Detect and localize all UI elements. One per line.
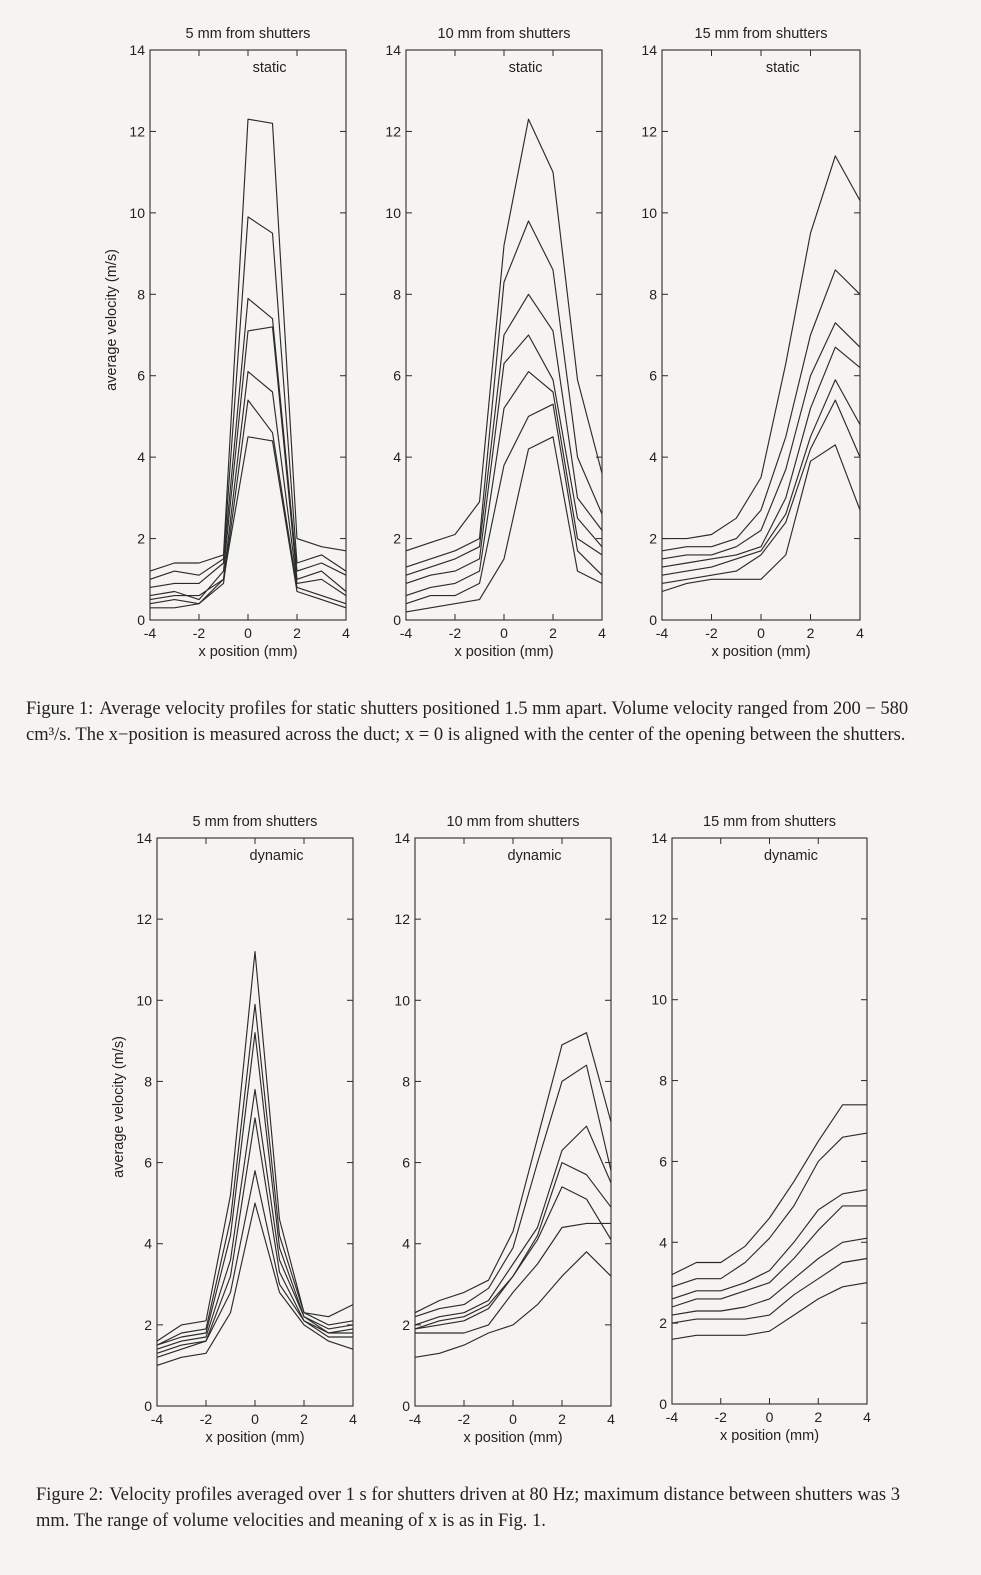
chart-1-series-1 xyxy=(150,119,346,571)
chart-5-title: 10 mm from shutters xyxy=(446,814,580,830)
chart-6-ytick-label: 14 xyxy=(651,830,667,846)
chart-4-series-2 xyxy=(157,1004,353,1345)
chart-4-xtick-label: 4 xyxy=(349,1411,357,1427)
figure-1-caption xyxy=(26,696,926,748)
chart-4-series-1 xyxy=(157,952,353,1342)
chart-6-ytick-label: 10 xyxy=(651,991,667,1008)
chart-5-series-2 xyxy=(415,1065,611,1317)
chart-1-series-4 xyxy=(150,327,346,600)
chart-6-annotation: dynamic xyxy=(763,848,818,864)
chart-5-ytick-label: 4 xyxy=(402,1235,410,1252)
chart-2-ytick-label: 12 xyxy=(385,123,401,140)
chart-2-xtick-label: -4 xyxy=(399,625,413,641)
chart-6-ytick-label: 12 xyxy=(651,910,667,927)
chart-4-frame xyxy=(157,838,353,1406)
chart-1-ytick-label: 6 xyxy=(137,367,145,384)
chart-1-title: 5 mm from shutters xyxy=(185,26,311,42)
chart-1-xtick-label: 2 xyxy=(293,625,301,641)
chart-2-ytick-label: 6 xyxy=(393,367,401,384)
chart-1-xtick-label: -4 xyxy=(143,625,157,641)
chart-2-ytick-label: 14 xyxy=(385,42,401,58)
chart-6-xtick-label: -2 xyxy=(714,1409,727,1425)
chart-5-xtick-label: -2 xyxy=(457,1411,471,1427)
chart-3-series-6 xyxy=(662,400,860,583)
chart-4-ytick-label: 6 xyxy=(144,1154,152,1171)
chart-3-ytick-label: 0 xyxy=(649,612,657,628)
chart-5-ytick-label: 0 xyxy=(402,1398,410,1414)
chart-6-series-4 xyxy=(672,1206,867,1307)
chart-1-ytick-label: 14 xyxy=(129,42,145,58)
chart-3-ytick-label: 14 xyxy=(641,42,657,58)
chart-3-ytick-label: 8 xyxy=(649,286,657,303)
figure-2-caption xyxy=(36,1482,936,1534)
chart-4-series-4 xyxy=(157,1090,353,1350)
figure-2-label: Figure 2: xyxy=(36,1485,104,1505)
chart-1-xtick-label: 0 xyxy=(244,625,252,641)
chart-6-xtick-label: 2 xyxy=(814,1409,823,1425)
chart-5-ytick-label: 6 xyxy=(402,1154,410,1171)
chart-5-xtick-label: 2 xyxy=(558,1411,566,1427)
chart-4-xtick-label: 0 xyxy=(251,1411,259,1427)
chart-3-annotation: static xyxy=(765,60,800,76)
chart-6-xtick-label: 0 xyxy=(765,1409,774,1425)
chart-6-ytick-label: 6 xyxy=(659,1153,667,1170)
chart-6-xlabel: x position (mm) xyxy=(719,1428,820,1444)
chart-4-ytick-label: 14 xyxy=(136,830,152,846)
chart-3-xtick-label: 4 xyxy=(856,625,864,641)
chart-6-series-1 xyxy=(672,1105,867,1275)
figure-1-label: Figure 1: xyxy=(26,699,94,719)
chart-6-ytick-label: 8 xyxy=(659,1072,667,1089)
chart-5-xlabel: x position (mm) xyxy=(463,1430,563,1446)
chart-6-ytick-label: 4 xyxy=(659,1234,667,1251)
chart-2-xtick-label: 4 xyxy=(598,625,606,641)
chart-3-ytick-label: 10 xyxy=(641,204,657,221)
chart-2-series-6 xyxy=(406,404,602,604)
chart-4-ytick-label: 0 xyxy=(144,1398,152,1414)
chart-5-series-6 xyxy=(415,1223,611,1333)
chart-5-ytick-label: 12 xyxy=(394,911,410,928)
chart-2-ytick-label: 8 xyxy=(393,286,401,303)
chart-2-title: 10 mm from shutters xyxy=(437,26,571,42)
chart-3-xtick-label: 2 xyxy=(806,625,815,641)
chart-2-xlabel: x position (mm) xyxy=(454,644,554,660)
chart-3-ytick-label: 2 xyxy=(649,530,657,547)
chart-4-series-3 xyxy=(157,1033,353,1345)
chart-5-series-7 xyxy=(415,1252,611,1358)
chart-4-xtick-label: 2 xyxy=(300,1411,308,1427)
chart-5-xtick-label: 0 xyxy=(509,1411,517,1427)
chart-3-frame xyxy=(662,50,860,620)
chart-6-xtick-label: -4 xyxy=(665,1409,679,1425)
chart-2-annotation: static xyxy=(508,60,543,76)
chart-3-xtick-label: -2 xyxy=(705,625,718,641)
chart-2-ytick-label: 4 xyxy=(393,449,401,466)
chart-2-ytick-label: 2 xyxy=(393,530,401,547)
chart-3-series-4 xyxy=(662,347,860,567)
chart-1-series-5 xyxy=(150,372,346,600)
chart-1-series-3 xyxy=(150,298,346,587)
chart-2-series-5 xyxy=(406,372,602,596)
chart-1-ytick-label: 8 xyxy=(137,286,145,303)
chart-4-series-5 xyxy=(157,1118,353,1353)
chart-4-xtick-label: -2 xyxy=(199,1411,213,1427)
chart-3-title: 15 mm from shutters xyxy=(694,26,828,42)
chart-3-series-7 xyxy=(662,445,860,592)
chart-5-frame xyxy=(415,838,611,1406)
chart-4-xlabel: x position (mm) xyxy=(205,1430,305,1446)
chart-4-annotation: dynamic xyxy=(249,848,304,864)
chart-5-xtick-label: 4 xyxy=(607,1411,615,1427)
chart-6-ytick-label: 2 xyxy=(659,1315,667,1332)
chart-5-annotation: dynamic xyxy=(507,848,562,864)
chart-4-xtick-label: -4 xyxy=(150,1411,164,1427)
chart-2-ytick-label: 10 xyxy=(385,204,401,221)
chart-4-ytick-label: 2 xyxy=(144,1316,152,1333)
chart-6-ytick-label: 0 xyxy=(659,1396,667,1412)
chart-5-series-3 xyxy=(415,1126,611,1325)
chart-2-series-2 xyxy=(406,221,602,567)
chart-4-ytick-label: 8 xyxy=(144,1073,152,1090)
chart-4-ylabel: average velocity (m/s) xyxy=(111,1036,127,1178)
chart-1-series-7 xyxy=(150,437,346,608)
chart-1-ytick-label: 10 xyxy=(129,204,145,221)
chart-1-annotation: static xyxy=(252,60,287,76)
chart-4-ytick-label: 12 xyxy=(136,911,152,928)
figure-1-text: Average velocity profiles for static shutters positioned 1.5 mm apart. Volume velocity ranged from 200 − 580 cm³/s. The x−position is measured across the duct; x = 0 is aligned with the center of the opening between the shutters. xyxy=(26,699,909,745)
chart-1-ytick-label: 12 xyxy=(129,123,145,140)
chart-1-series-2 xyxy=(150,217,346,579)
chart-1-xlabel: x position (mm) xyxy=(198,644,298,660)
chart-3-xlabel: x position (mm) xyxy=(711,644,811,660)
chart-2-xtick-label: 2 xyxy=(549,625,557,641)
chart-1-xtick-label: -2 xyxy=(192,625,206,641)
chart-1-ylabel: average velocity (m/s) xyxy=(104,249,120,391)
chart-1-ytick-label: 4 xyxy=(137,449,145,466)
chart-3-ytick-label: 6 xyxy=(649,367,657,384)
chart-1-xtick-label: 4 xyxy=(342,625,350,641)
chart-3-series-1 xyxy=(662,156,860,539)
chart-2-xtick-label: 0 xyxy=(500,625,508,641)
chart-5-ytick-label: 8 xyxy=(402,1073,410,1090)
chart-4-title: 5 mm from shutters xyxy=(192,814,318,830)
chart-2-ytick-label: 0 xyxy=(393,612,401,628)
chart-2-xtick-label: -2 xyxy=(448,625,462,641)
chart-4-series-7 xyxy=(157,1203,353,1365)
figure-2-text: Velocity profiles averaged over 1 s for shutters driven at 80 Hz; maximum distance between shutters was 3 mm. The range of volume velocities and meaning of x is as in Fig. 1. xyxy=(36,1485,900,1531)
chart-1-ytick-label: 0 xyxy=(137,612,145,628)
chart-6-series-5 xyxy=(672,1238,867,1315)
chart-6-title: 15 mm from shutters xyxy=(703,814,836,830)
chart-5-ytick-label: 2 xyxy=(402,1316,410,1333)
chart-1-ytick-label: 2 xyxy=(137,530,145,547)
chart-5-ytick-label: 14 xyxy=(394,830,410,846)
chart-5-ytick-label: 10 xyxy=(394,992,410,1009)
chart-3-ytick-label: 4 xyxy=(649,449,657,466)
chart-5-xtick-label: -4 xyxy=(408,1411,422,1427)
chart-4-ytick-label: 4 xyxy=(144,1235,152,1252)
chart-6-xtick-label: 4 xyxy=(863,1409,871,1425)
chart-3-xtick-label: 0 xyxy=(757,625,765,641)
chart-3-ytick-label: 12 xyxy=(641,123,657,140)
chart-3-xtick-label: -4 xyxy=(655,625,669,641)
chart-4-ytick-label: 10 xyxy=(136,992,152,1009)
